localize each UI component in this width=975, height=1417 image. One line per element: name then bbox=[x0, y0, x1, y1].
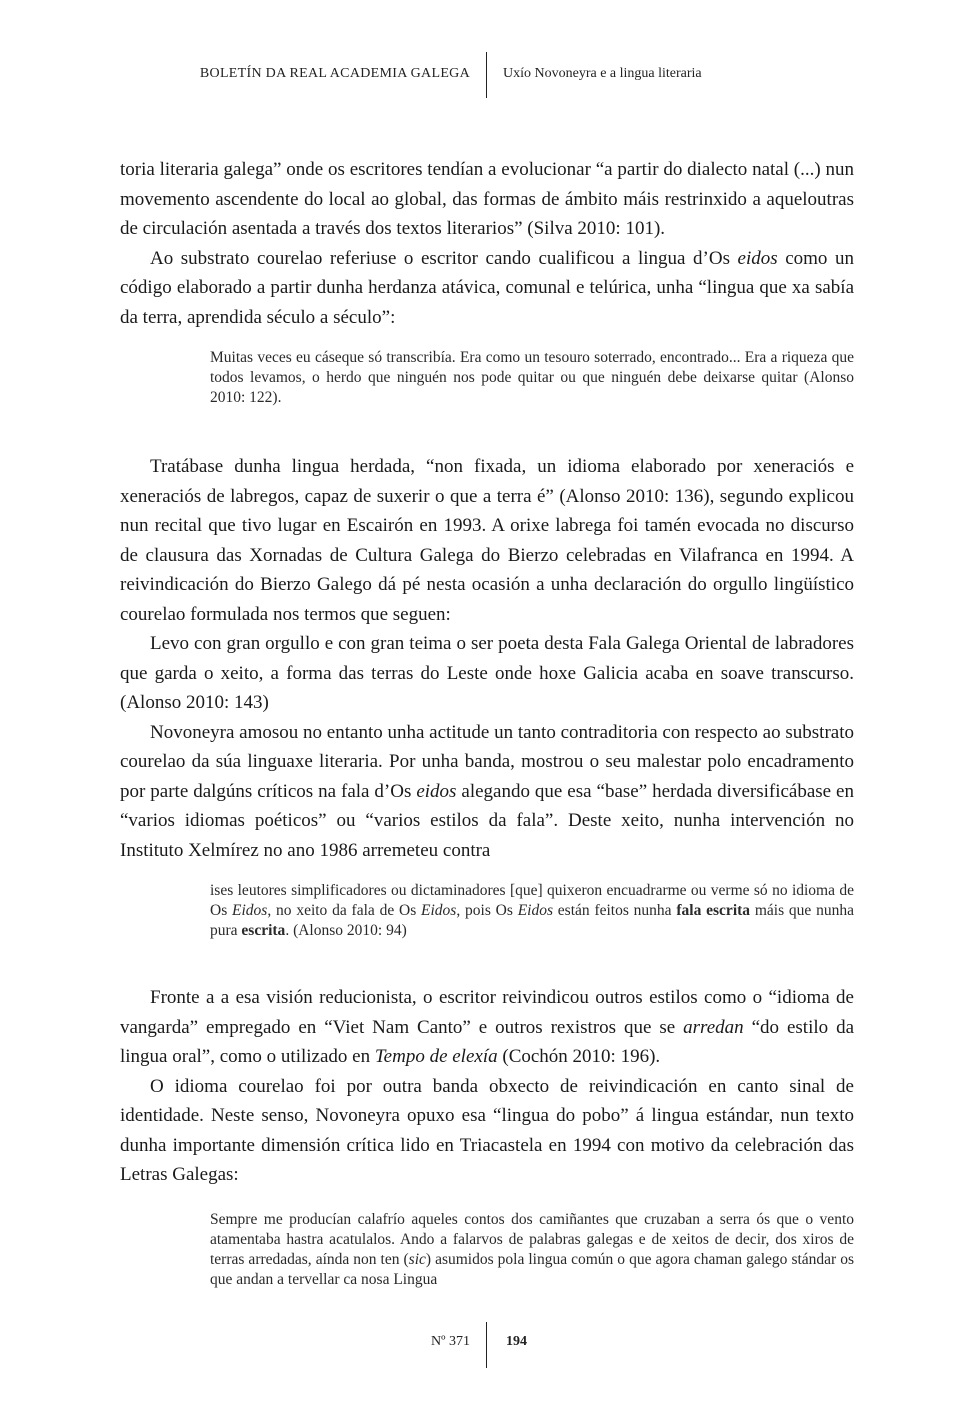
paragraph: Levo con gran orgullo e con gran teima o ser poeta desta Fala Galega Oriental de labradores que garda o xeito, a forma das terras do Leste onde hoxe Galicia acaba en soave transcurso. (Alonso 2010: 143) bbox=[120, 633, 854, 713]
italic-title: eidos bbox=[416, 780, 457, 802]
block-quote: Sempre me producían calafrío aqueles contos dos camiñantes que cruzaban a serra ós que o vento atamentaba hastra acatulalos. Ando a falarvos de palabras galegas e de xeitos de decir, dos xiros de terras arredadas, aínda non ten (sic) asumidos pola lingua común o que agora chaman galego stándar os que andan a tervellar ca nosa Lingua bbox=[210, 1210, 854, 1288]
italic-title: eidos bbox=[737, 247, 778, 269]
footer-divider bbox=[486, 1322, 487, 1368]
block-quote: Muitas veces eu cáseque só transcribía. Era como un tesouro soterrado, encontrado... Era a riqueza que todos levamos, o herdo que ninguén nos pode quitar ou que ninguén debe deixarse quitar (Alonso 2010: 122). bbox=[210, 349, 854, 406]
page-number: 194 bbox=[506, 1334, 527, 1349]
running-header-article-title: Uxío Novoneyra e a lingua literaria bbox=[503, 66, 702, 81]
paragraph: Tratábase dunha lingua herdada, “non fixada, un idioma elaborado por xeneraciós e xeneraciós de labregos, capaz de suxerir o que a terra é” (Alonso 2010: 136), segundo explicou nun recital que tivo lugar en Escairón en 1993. A orixe labrega foi tamén evocada no discurso de clausura das Xornadas de Cultura Galega do Bierzo celebradas en Vilafranca en 1994. A reivindicación do Bierzo Galego dá pé nesta ocasión a unha declaración do orgullo lingüístico courelao formulada nos termos que seguen: bbox=[120, 456, 854, 625]
header-divider bbox=[486, 52, 487, 98]
paragraph: O idioma courelao foi por outra banda obxecto de reivindicación en canto sinal de identidade. Neste senso, Novoneyra opuxo esa “lingua do pobo” á lingua estándar, nun texto dunha importante dimensión crítica lido en Triacastela en 1994 con motivo da celebración das Letras Galegas: bbox=[120, 1075, 854, 1185]
italic-title: Tempo de elexía bbox=[374, 1046, 498, 1067]
paragraph: Fronte a a esa visión reducionista, o escritor reivindicou outros estilos como o “idioma de vangarda” empregado en “Viet Nam Canto” e outros rexistros que se arredan “do estilo da lingua oral”, como o utilizado en Tempo de elexía (Cochón 2010: 196). bbox=[120, 987, 855, 1067]
paragraph: toria literaria galega” onde os escritores tendían a evolucionar “a partir do dialecto natal (...) nun movemento ascendente do local ao global, das formas de ámbito máis restrinxido a aqueloutras de circulación asentada a través dos textos literarios” (Silva 2010: 101). bbox=[120, 159, 854, 239]
block-quote: ises leutores simplificadores ou dictaminadores [que] quixeron encuadrarme ou verme só no idioma de Os Eidos, no xeito da fala de Os Eidos, pois Os Eidos están feitos nunha fala escrita máis que nunha pura escrita. (Alonso 2010: 94) bbox=[210, 882, 854, 939]
running-header-journal: BOLETÍN DA REAL ACADEMIA GALEGA bbox=[199, 66, 470, 81]
paragraph: Novoneyra amosou no entanto unha actitude un tanto contraditoria con respecto ao substrato courelao da súa linguaxe literaria. Por unha banda, mostrou o seu malestar polo encadramento por parte dalgúns críticos na fala d’Os eidos alegando que esa “base” herdada diversificábase en “varios idiomas poéticos” ou “varios estilos da fala”. Deste xeito, nunha intervención no Instituto Xelmírez no ano 1986 arremeteu contra bbox=[120, 721, 854, 861]
body-text bbox=[120, 155, 854, 1290]
issue-number: Nº 371 bbox=[431, 1334, 470, 1349]
paragraph: Ao substrato courelao referiuse o escritor cando cualificou a lingua d’Os eidos como un código elaborado a partir dunha herdanza atávica, comunal e telúrica, unha “lingua que xa sabía da terra, aprendida século a século”: bbox=[120, 247, 854, 328]
